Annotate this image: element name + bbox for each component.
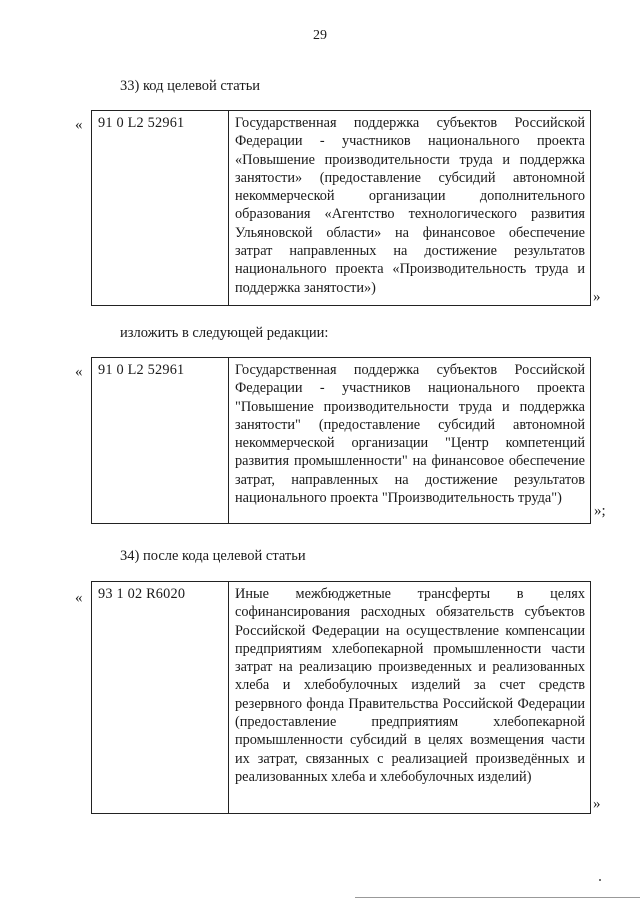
section-33-heading: 33) код целевой статьи	[120, 78, 261, 94]
target-code-cell: 93 1 02 R6020	[92, 582, 229, 814]
new-wording-heading: изложить в следующей редакции:	[120, 325, 329, 341]
table-row	[92, 582, 591, 814]
section-34-heading: 34) после кода целевой статьи	[120, 548, 306, 564]
page-number: 29	[313, 28, 327, 43]
target-code-cell: 91 0 L2 52961	[92, 358, 229, 524]
open-quote: «	[75, 117, 83, 133]
code-table-33	[91, 110, 591, 306]
open-quote: «	[75, 364, 83, 380]
close-quote: »	[593, 796, 601, 812]
description-cell: Государственная поддержка субъектов Российской Федерации - участников национального проекта «Повышение производительности труда и поддержка занятости» (предоставление субсидий автономной некоммерческой организации дополнительного образования «Агентство технологического развития Ульяновской области» на финансовое обеспечение затрат направленных на достижение результатов национального проекта «Производительность труда и поддержка занятости»)	[229, 111, 591, 306]
table-row	[92, 358, 591, 524]
table-row	[92, 111, 591, 306]
code-table-new	[91, 357, 591, 524]
code-table-34	[91, 581, 591, 814]
open-quote: «	[75, 590, 83, 606]
scan-speck	[599, 879, 601, 881]
target-code-cell: 91 0 L2 52961	[92, 111, 229, 306]
scan-edge-line	[355, 897, 640, 898]
description-cell: Государственная поддержка субъектов Российской Федерации - участников национального проекта "Повышение производительности труда и поддержка занятости" (предоставление субсидий автономной некоммерческой организации "Центр компетенций развития промышленности" на финансовое обеспечение затрат, направленных на достижение результатов национального проекта "Производительность труда")	[229, 358, 591, 524]
close-quote: »;	[594, 503, 606, 519]
description-cell: Иные межбюджетные трансферты в целях софинансирования расходных обязательств субъектов Российской Федерации на осуществление компенсации предприятиям хлебопекарной промышленности части затрат на реализацию произведенных и реализованных хлеба и хлебобулочных изделий за счет средств резервного фонда Правительства Российской Федерации (предоставление предприятиям хлебопекарной промышленности субсидий в целях возмещения части их затрат, связанных с реализацией произведённых и реализованных хлеба и хлебобулочных изделий)	[229, 582, 591, 814]
close-quote: »	[593, 289, 601, 305]
